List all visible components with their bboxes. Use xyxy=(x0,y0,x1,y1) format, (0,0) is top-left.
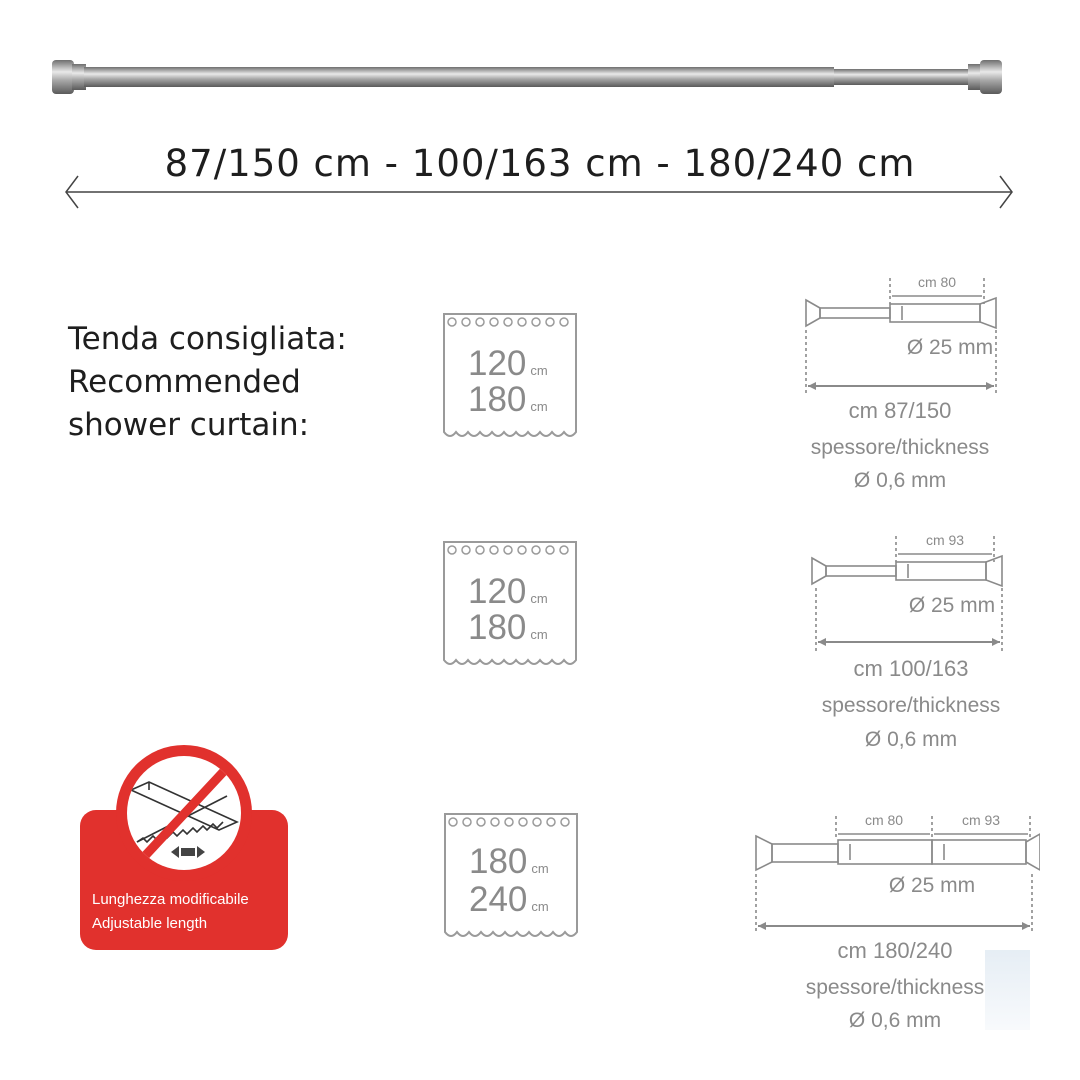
curtain-height: 240 xyxy=(469,880,528,919)
length-range-label: cm 87/150 xyxy=(848,398,952,423)
curtain-unit: cm xyxy=(530,591,548,606)
badge-label-en: Adjustable length xyxy=(92,915,208,932)
thickness-value: Ø 0,6 mm xyxy=(864,728,958,751)
curtain-width: 120 xyxy=(468,344,527,383)
thickness-caption: spessore/thickness xyxy=(805,976,985,999)
recommended-curtain-label xyxy=(68,318,347,447)
cutting-saw-icon xyxy=(127,756,241,870)
recommended-line-3: shower curtain: xyxy=(68,407,310,443)
segment-length-label: cm 80 xyxy=(864,812,904,828)
length-range-label: cm 180/240 xyxy=(837,938,953,963)
curtain-icon-1 xyxy=(442,312,582,442)
curtain-width: 120 xyxy=(468,572,527,611)
size-range-text: 87/150 cm - 100/163 cm - 180/240 cm xyxy=(164,142,916,185)
size-range-header xyxy=(0,130,1080,220)
curtain-height: 180 xyxy=(468,608,527,647)
shower-rod-image xyxy=(48,52,1008,102)
thickness-value: Ø 0,6 mm xyxy=(853,469,947,492)
badge-label-it: Lunghezza modificabile xyxy=(92,891,249,908)
diameter-label: Ø 25 mm xyxy=(906,336,994,359)
curtain-height: 180 xyxy=(468,380,527,419)
thickness-value: Ø 0,6 mm xyxy=(848,1009,942,1032)
segment-length-label: cm 80 xyxy=(917,274,957,290)
length-range-label: cm 100/163 xyxy=(853,656,969,681)
curtain-unit: cm xyxy=(531,861,549,876)
curtain-unit: cm xyxy=(530,627,548,642)
curtain-width: 180 xyxy=(469,842,528,881)
adjustable-length-badge xyxy=(80,745,288,950)
curtain-unit: cm xyxy=(531,899,549,914)
segment-length-label: cm 93 xyxy=(925,532,965,548)
thickness-caption: spessore/thickness xyxy=(821,694,1001,717)
diameter-label: Ø 25 mm xyxy=(888,874,976,897)
curtain-unit: cm xyxy=(530,399,548,414)
curtain-icon-3 xyxy=(443,812,583,942)
segment-length-label-b: cm 93 xyxy=(961,812,1001,828)
recommended-line-2: Recommended xyxy=(68,364,301,400)
thickness-caption: spessore/thickness xyxy=(810,436,990,459)
rod-spec-diagram-2 xyxy=(806,528,1016,758)
watermark-logo xyxy=(985,950,1030,1030)
badge-inner-circle xyxy=(127,756,241,870)
curtain-unit: cm xyxy=(530,363,548,378)
curtain-icon-2 xyxy=(442,540,582,670)
recommended-line-1: Tenda consigliata: xyxy=(68,321,347,357)
rod-spec-diagram-1 xyxy=(800,270,1010,500)
diameter-label: Ø 25 mm xyxy=(908,594,996,617)
